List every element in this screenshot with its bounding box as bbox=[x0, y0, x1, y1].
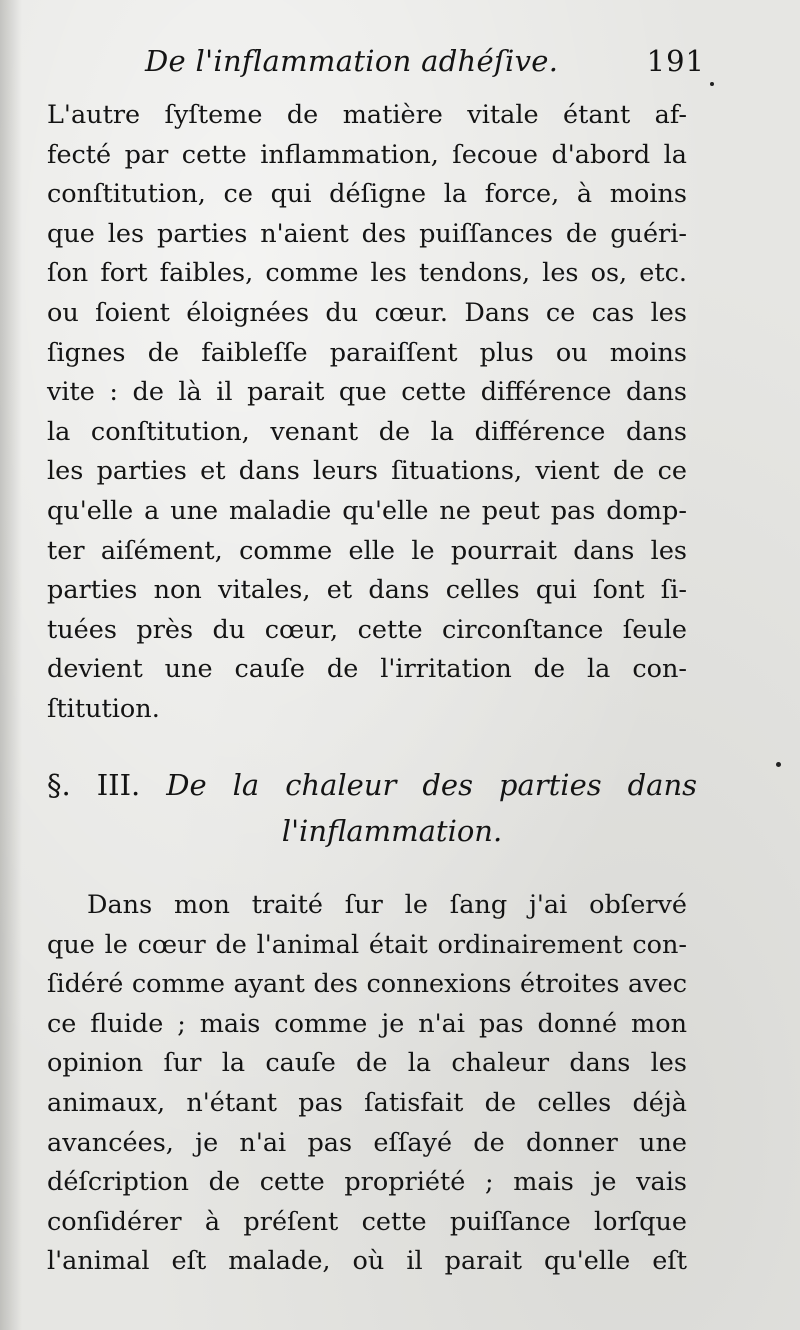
text-line: Dans mon traité ſur le ſang j'ai obſervé bbox=[87, 890, 687, 920]
text-line: ter aiſément, comme elle le pourrait dans les bbox=[47, 535, 687, 566]
text-line: que le cœur de l'animal était ordinairement con- bbox=[47, 929, 687, 960]
text-line: la conſtitution, venant de la différence dans bbox=[47, 416, 687, 447]
section-heading-line-1 bbox=[47, 762, 697, 808]
text-line: que les parties n'aient des puiſſances de guéri- bbox=[47, 218, 687, 249]
page-number: 191 bbox=[646, 44, 705, 78]
text-line: l'animal eſt malade, où il parait qu'elle eſt bbox=[47, 1246, 687, 1277]
section-number: §. III. bbox=[47, 768, 141, 802]
text-line: avancées, je n'ai pas eſſayé de donner une bbox=[47, 1127, 687, 1158]
text-line: ſignes de faibleſſe paraiſſent plus ou moins bbox=[47, 337, 687, 368]
text-line: conſtitution, ce qui déſigne la force, à moins bbox=[47, 179, 687, 210]
text-line: ſon fort faibles, comme les tendons, les os, etc. bbox=[47, 258, 687, 289]
running-head bbox=[145, 44, 705, 92]
text-line: vite : de là il parait que cette différence dans bbox=[47, 377, 687, 408]
section-heading bbox=[47, 762, 697, 854]
text-line: devient une cauſe de l'irritation de la con- bbox=[47, 654, 687, 685]
text-line: les parties et dans leurs ſituations, vient de ce bbox=[47, 456, 687, 487]
text-line: opinion ſur la cauſe de la chaleur dans les bbox=[47, 1048, 687, 1079]
text-line: ce fluide ; mais comme je n'ai pas donné mon bbox=[47, 1008, 687, 1039]
ink-speck bbox=[710, 82, 714, 86]
text-line: conſidérer à préſent cette puiſſance lorſque bbox=[47, 1206, 687, 1237]
page-spine-shadow bbox=[0, 0, 22, 1330]
paragraph-1 bbox=[47, 96, 687, 730]
text-line: L'autre ſyſteme de matière vitale étant af- bbox=[47, 100, 687, 130]
text-line: animaux, n'étant pas ſatisfait de celles déjà bbox=[47, 1087, 687, 1118]
text-line: ſtitution. bbox=[47, 693, 160, 724]
text-line: ou ſoient éloignées du cœur. Dans ce cas les bbox=[47, 297, 687, 328]
paragraph-2 bbox=[47, 886, 687, 1282]
section-title-part-1: De la chaleur des parties dans bbox=[166, 768, 698, 802]
ink-speck bbox=[776, 762, 781, 767]
text-line: fecté par cette inflammation, ſecoue d'abord la bbox=[47, 139, 687, 170]
text-line: déſcription de cette propriété ; mais je vais bbox=[47, 1167, 687, 1198]
running-title: De l'inflammation adhéſive. bbox=[145, 44, 559, 78]
text-line: ſidéré comme ayant des connexions étroites avec bbox=[47, 969, 687, 1000]
text-line: qu'elle a une maladie qu'elle ne peut pas domp- bbox=[47, 495, 687, 526]
text-line: tuées près du cœur, cette circonſtance ſeule bbox=[47, 614, 687, 645]
section-title-part-2: l'inflammation. bbox=[281, 814, 503, 848]
text-line: parties non vitales, et dans celles qui ſont ſi- bbox=[47, 575, 687, 606]
